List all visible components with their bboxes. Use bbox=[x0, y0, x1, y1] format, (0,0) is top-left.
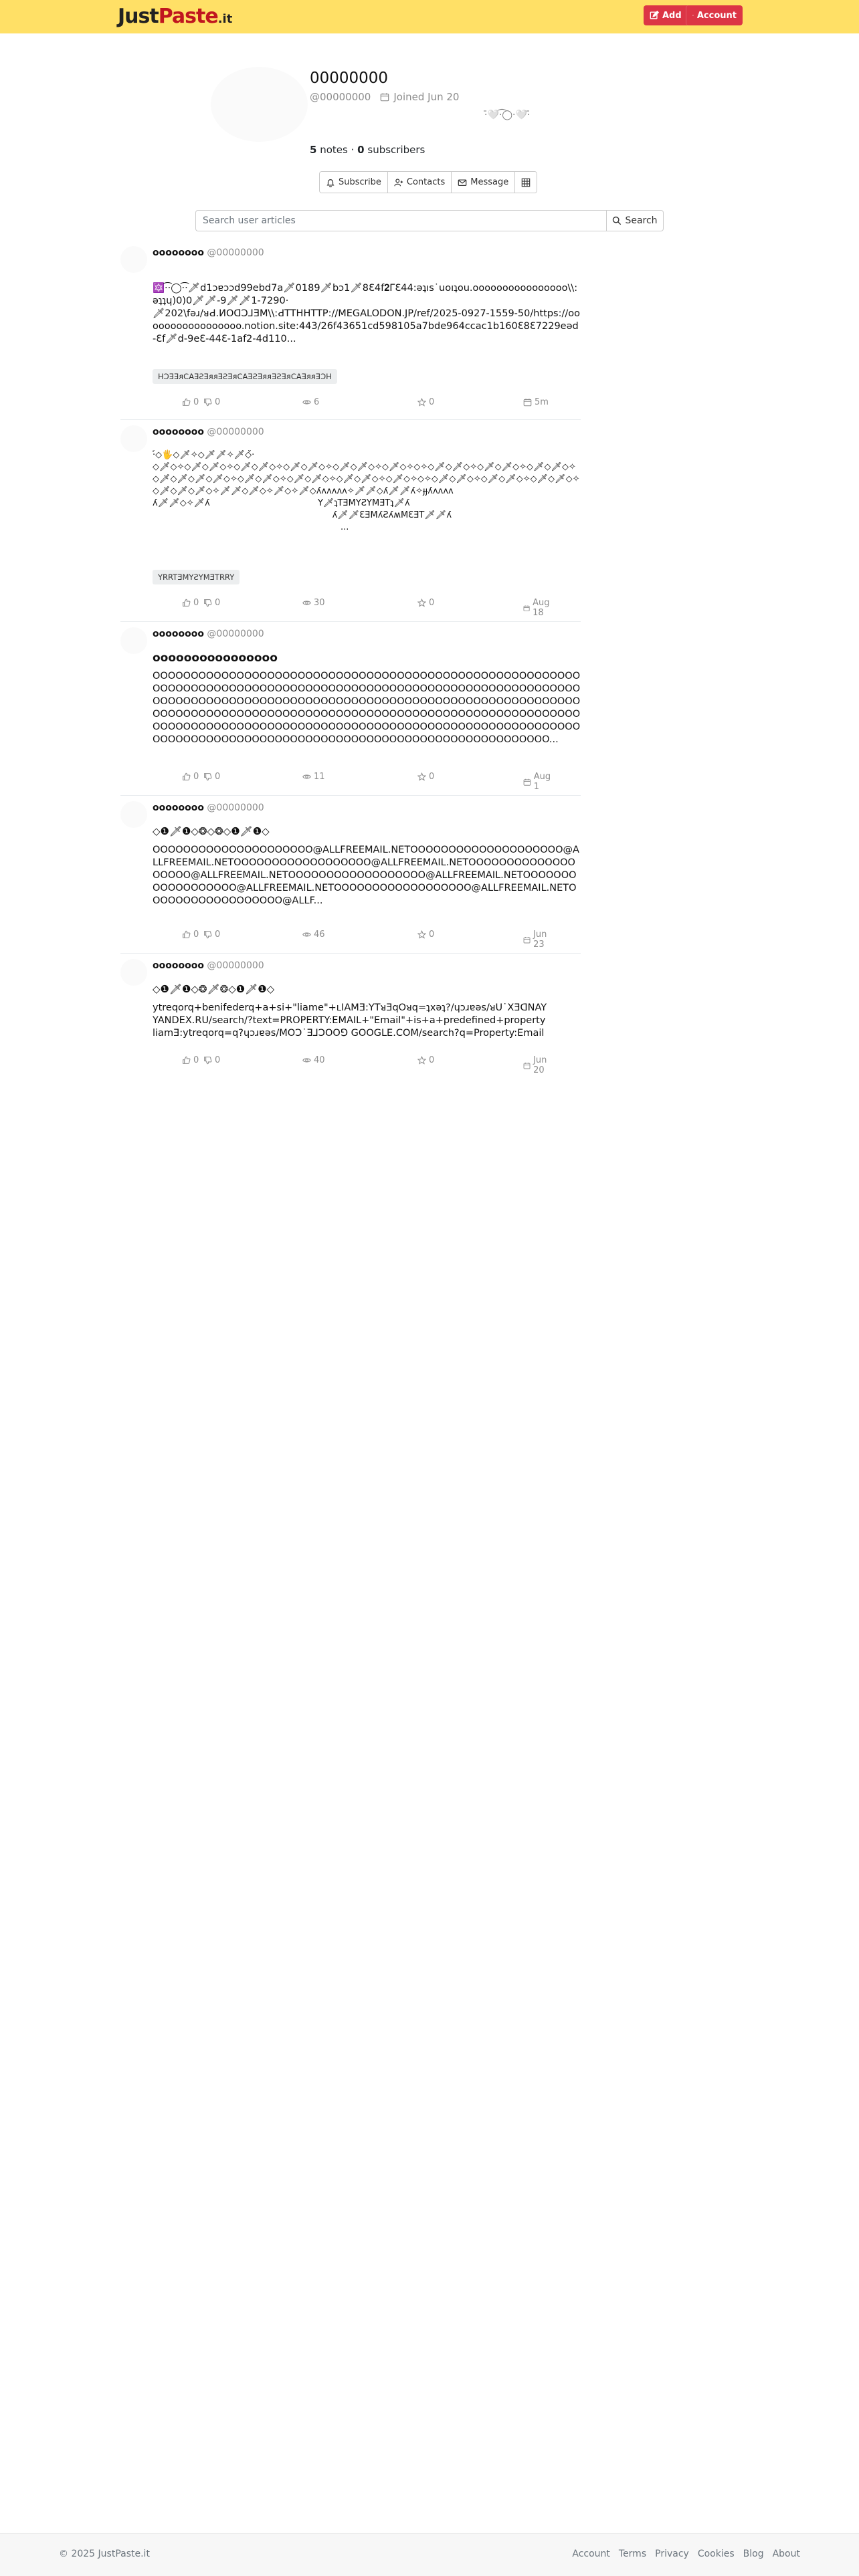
contacts-button[interactable] bbox=[388, 172, 452, 193]
stars-count: 0 bbox=[429, 1055, 435, 1065]
thumbs-up-icon bbox=[182, 599, 191, 607]
dislikes-count: 0 bbox=[215, 598, 221, 608]
search-input[interactable] bbox=[195, 210, 606, 231]
profile-joined: Joined Jun 20 bbox=[393, 91, 460, 103]
note-excerpt[interactable]: OOOOOOOOOOOOOOOOOOOOO@ALLFREEMAIL.NETOOOOOOOOOOOOOOOOOOOO@ALLFREEMAIL.NETOOOOOOOOOOOOOOOOOO@ALLFREEMAIL.NETOOOOOOOOOOOOOOOOOOO@ALLFREEMAIL.NETOOOOOOOOOOOOOOOOOO@ALLFREEMAIL.NETOOOOOOOOOOOOOOOOOO@ALLFREEMAIL.NETOOOOOOOOOOOOOOOOOO@ALLFREEMAIL.NETOOOOOOOOOOOOOOOOOO@ALLF... bbox=[153, 845, 579, 906]
thumbs-down-icon bbox=[203, 599, 212, 607]
views-count: 11 bbox=[314, 772, 325, 782]
note-date bbox=[523, 1055, 557, 1075]
logo-text-just: Just bbox=[118, 5, 159, 28]
calendar-icon bbox=[523, 778, 531, 786]
article-search bbox=[195, 210, 664, 231]
logo-text-paste: Paste bbox=[158, 5, 218, 28]
likes-count: 0 bbox=[193, 598, 199, 608]
note-header bbox=[153, 427, 264, 437]
profile-actions bbox=[319, 171, 537, 193]
eye-icon bbox=[302, 772, 311, 781]
subscribers-count: 0 bbox=[357, 144, 365, 156]
edit-icon bbox=[650, 11, 659, 20]
note-author[interactable]: oooooooo bbox=[153, 427, 204, 437]
calendar-icon bbox=[523, 398, 532, 407]
dislike-button[interactable] bbox=[203, 772, 220, 782]
note-stats bbox=[182, 397, 557, 411]
note-card[interactable] bbox=[120, 954, 581, 1082]
contacts-label: Contacts bbox=[406, 177, 446, 187]
note-stats bbox=[182, 930, 557, 950]
star-button[interactable] bbox=[417, 598, 434, 608]
note-excerpt[interactable]: ·̌◇🖐◇🗡✧◇🗡🗡✧🗡◇̌· ◇🗡◇✧◇🗡◇🗡◇✧◇🗡◇🗡◇✧◇🗡◇🗡◇✧◇🗡◇🗡◇✧◇🗡◇✧◇✧◇🗡◇🗡◇✧◇🗡◇🗡◇✧◇🗡◇🗡◇✧◇🗡◇🗡◇🗡◇🗡◇✧◇🗡◇🗡◇✧◇🗡◇🗡◇✧◇🗡◇🗡◇✧◇🗡◇✧◇✧◇🗡◇🗡◇✧◇🗡◇🗡◇✧◇🗡◇🗡◇✧◇🗡◇🗡◇🗡◇✧🗡🗡◇🗡◇✧🗡◇✧🗡◇ʎʌʌʌʌʌ✧🗡🗡◇ʎ🗡🗡ʎ✧ɟɟʎʌʌʌʌ ʎ🗡🗡◇✧🗡ʎ Y🗡ʇTƎMYƧYMƎTʇ🗡ʎ ʎ🗡🗡ƐƎMʎƧʎʍMƐƎT🗡🗡ʎ ... bbox=[153, 450, 580, 532]
thumbs-down-icon bbox=[203, 1056, 212, 1065]
thumbs-down-icon bbox=[203, 930, 212, 939]
stars-count: 0 bbox=[429, 397, 435, 407]
author-avatar bbox=[120, 425, 147, 452]
note-header bbox=[153, 247, 264, 258]
date-text: Jun 20 bbox=[533, 1055, 547, 1075]
envelope-icon bbox=[458, 178, 467, 187]
date-text: Aug 18 bbox=[533, 598, 550, 618]
note-header bbox=[153, 629, 264, 639]
stars-count: 0 bbox=[429, 598, 435, 608]
add-button[interactable] bbox=[644, 5, 690, 25]
like-button[interactable] bbox=[182, 1055, 199, 1065]
views-stat bbox=[302, 930, 325, 940]
notes-count: 5 bbox=[310, 144, 317, 156]
search-button-label: Search bbox=[625, 215, 658, 226]
calendar-icon bbox=[523, 936, 531, 944]
author-avatar bbox=[120, 801, 147, 828]
search-button[interactable] bbox=[606, 210, 664, 231]
logo-text-it: .it bbox=[217, 12, 233, 26]
views-stat bbox=[302, 1055, 325, 1065]
profile-stats bbox=[310, 144, 425, 156]
subscribe-button[interactable] bbox=[320, 172, 388, 193]
dislike-button[interactable] bbox=[203, 1055, 220, 1065]
note-stats bbox=[182, 598, 557, 618]
person-add-icon bbox=[394, 178, 403, 187]
views-count: 6 bbox=[314, 397, 320, 407]
note-excerpt[interactable]: OOOOOOOOOOOOOOOOOOOOOOOOOOOOOOOOOOOOOOOOOOOOOOOOOOOOOOOOOOOOOOOOOOOOOOOOOOOOOOOOOOOOOOOOOOOOOOOOOOOOOOOOOOOOOOOOOOOOOOOOOOOOOOOOOOOOOOOOOOOOOOOOOOOOOOOOOOOOOOOOOOOOOOOOOOOOOOOOOOOOOOOOOOOOOOOOOOOOOOOOOOOOOOOOOOOOOOOOOOOOOOOOOOOOOOOOOOOOOOOOOOOOOOOOOOOOOOOOOOOOOOOOOOOOOOOOOOOOOOOOOOOOOOOOOOOOOOOOOOOOOOOOOOOOOOOOOOOOOOOOOOOOOOOOOOOO... bbox=[153, 671, 581, 745]
star-button[interactable] bbox=[417, 397, 434, 407]
page-footer bbox=[0, 2533, 859, 2576]
add-button-label: Add bbox=[662, 10, 682, 21]
note-card[interactable] bbox=[120, 796, 581, 954]
footer-link-account[interactable]: Account bbox=[572, 2549, 610, 2559]
note-handle: @00000000 bbox=[207, 802, 264, 813]
account-button-label: Account bbox=[696, 10, 737, 21]
star-button[interactable] bbox=[417, 930, 434, 940]
top-navbar bbox=[0, 0, 859, 33]
calendar-icon bbox=[523, 1061, 531, 1070]
thumbs-down-icon bbox=[203, 398, 212, 407]
eye-icon bbox=[302, 930, 311, 939]
profile-name: 00000000 bbox=[310, 70, 389, 87]
thumbs-down-icon bbox=[203, 772, 212, 781]
note-author[interactable]: oooooooo bbox=[153, 802, 204, 813]
dislikes-count: 0 bbox=[215, 397, 221, 407]
views-stat bbox=[302, 397, 319, 407]
footer-link-about[interactable]: About bbox=[772, 2549, 800, 2559]
thumbs-up-icon bbox=[182, 398, 191, 407]
likes-count: 0 bbox=[193, 772, 199, 782]
note-title[interactable]: ◇❶🗡❶◇❂◇❂◇❶🗡❶◇ bbox=[153, 825, 270, 837]
grid-view-button[interactable] bbox=[515, 172, 537, 193]
note-excerpt[interactable]: ytreqorq+benifederq+a+si+"liame"+ʟIAMƎ:YTᴚƎqOᴚq=ʇxǝʇ?/ɥɔɹɐǝs/ᴚU˙XƎᗡNAY YANDEX.RU/search/?text=PROPERTY:EMAIL+"Email"+is+a+predefined+property liamƎ:ytreqorq=q?ɥɔɹɐǝs/MOƆ˙Ǝ⅃ƆOO⅁ GOOGLE.COM/search?q=Property:Email bbox=[153, 1002, 547, 1039]
account-button[interactable] bbox=[686, 5, 743, 25]
author-avatar bbox=[120, 246, 147, 273]
subscribers-label: subscribers bbox=[367, 144, 425, 156]
star-icon bbox=[417, 1056, 426, 1065]
calendar-icon bbox=[523, 604, 530, 613]
author-avatar bbox=[120, 959, 147, 986]
dislikes-count: 0 bbox=[215, 930, 221, 940]
note-stats bbox=[182, 1055, 557, 1075]
dislike-button[interactable] bbox=[203, 598, 220, 608]
footer-link-blog[interactable]: Blog bbox=[743, 2549, 764, 2559]
views-stat bbox=[302, 772, 325, 782]
likes-count: 0 bbox=[193, 930, 199, 940]
note-tag[interactable]: HƆƎƎᴙϹAƎƧƎᴙᴙƎƧƎᴙϹAƎƧƎᴙᴙƎƧƎᴙϹAƎᴙᴙƎƆH bbox=[153, 369, 337, 384]
star-button[interactable] bbox=[417, 1055, 434, 1065]
star-button[interactable] bbox=[417, 772, 434, 782]
footer-link-privacy[interactable]: Privacy bbox=[655, 2549, 689, 2559]
eye-icon bbox=[302, 1056, 311, 1065]
note-header bbox=[153, 802, 264, 813]
footer-links bbox=[572, 2549, 800, 2559]
note-date bbox=[523, 397, 549, 407]
like-button[interactable] bbox=[182, 598, 199, 608]
like-button[interactable] bbox=[182, 397, 199, 407]
views-count: 40 bbox=[314, 1055, 325, 1065]
like-button[interactable] bbox=[182, 772, 199, 782]
date-text: Jun 23 bbox=[533, 930, 547, 950]
views-count: 46 bbox=[314, 930, 325, 940]
note-date bbox=[523, 772, 557, 792]
note-author[interactable]: oooooooo bbox=[153, 960, 204, 971]
star-icon bbox=[417, 398, 426, 407]
eye-icon bbox=[302, 599, 311, 607]
profile-handle: @00000000 bbox=[310, 91, 371, 103]
stars-count: 0 bbox=[429, 930, 435, 940]
note-handle: @00000000 bbox=[207, 629, 264, 639]
star-icon bbox=[417, 930, 426, 939]
star-icon bbox=[417, 599, 426, 607]
note-title[interactable]: ◇❶🗡❶◇❂🗡❂◇❶🗡❶◇ bbox=[153, 983, 275, 995]
profile-bio: ·̄🤍·͡◯·🤍·̄ bbox=[484, 110, 531, 120]
footer-link-terms[interactable]: Terms bbox=[618, 2549, 647, 2559]
user-circle-icon bbox=[692, 11, 694, 20]
grid-icon bbox=[521, 178, 531, 187]
site-logo[interactable] bbox=[118, 5, 232, 31]
note-card[interactable] bbox=[120, 420, 581, 622]
note-excerpt[interactable]: 🔯·͡·◯·͡·🗡d1ɔɐɔɔd99ebd7a🗡0189🗡bɔ1🗡8Ɛ4f𝟐ΓƐ44:ǝʇıs˙uoıʇou.oooooooooooooooo\\:ǝʇʇɥ)0)0🗡🗡-9🗡🗡1-7290· 🗡202\fəɹ/ᴚԀ.ИOᗡƆ⅃ƎM\\:ԀTTHHTTP://MEGALODON.JP/ref/2025-0927-1559-50/https://ooooooooooooooooo.notion.site:443/26f43651cd598105a7bde964ccac1b160Ɛ8Ɛ7229eəd-Ɛf🗡d-9eƐ-44Ɛ-1af2-4d110... bbox=[153, 283, 580, 344]
note-card[interactable] bbox=[120, 622, 581, 796]
stars-count: 0 bbox=[429, 772, 435, 782]
note-handle: @00000000 bbox=[207, 427, 264, 437]
likes-count: 0 bbox=[193, 1055, 199, 1065]
thumbs-up-icon bbox=[182, 930, 191, 939]
dislike-button[interactable] bbox=[203, 397, 220, 407]
star-icon bbox=[417, 772, 426, 781]
dislikes-count: 0 bbox=[215, 1055, 221, 1065]
thumbs-up-icon bbox=[182, 1056, 191, 1065]
profile-avatar bbox=[211, 67, 308, 142]
note-tag[interactable]: YRRTƎMYƧYMƎTRRY bbox=[153, 570, 240, 584]
note-handle: @00000000 bbox=[207, 960, 264, 971]
note-header bbox=[153, 960, 264, 971]
date-text: 5m bbox=[535, 397, 549, 407]
message-button[interactable] bbox=[452, 172, 515, 193]
footer-link-cookies[interactable]: Cookies bbox=[697, 2549, 735, 2559]
views-count: 30 bbox=[314, 598, 325, 608]
note-card[interactable] bbox=[120, 241, 581, 420]
copyright: © 2025 JustPaste.it bbox=[59, 2549, 150, 2559]
notes-label: notes · bbox=[320, 144, 355, 156]
bell-icon bbox=[326, 178, 335, 187]
profile-meta bbox=[310, 91, 459, 103]
note-author[interactable]: oooooooo bbox=[153, 629, 204, 639]
author-avatar bbox=[120, 627, 147, 654]
thumbs-up-icon bbox=[182, 772, 191, 781]
dislikes-count: 0 bbox=[215, 772, 221, 782]
eye-icon bbox=[302, 398, 311, 407]
note-author[interactable]: oooooooo bbox=[153, 247, 204, 258]
likes-count: 0 bbox=[193, 397, 199, 407]
note-title[interactable]: oooooooooooooooo bbox=[153, 651, 278, 665]
note-date bbox=[523, 930, 557, 950]
note-stats bbox=[182, 772, 557, 792]
views-stat bbox=[302, 598, 325, 608]
message-label: Message bbox=[470, 177, 509, 187]
search-icon bbox=[612, 216, 622, 225]
calendar-icon bbox=[380, 92, 389, 102]
like-button[interactable] bbox=[182, 930, 199, 940]
date-text: Aug 1 bbox=[533, 772, 551, 792]
subscribe-label: Subscribe bbox=[339, 177, 381, 187]
note-handle: @00000000 bbox=[207, 247, 264, 258]
dislike-button[interactable] bbox=[203, 930, 220, 940]
note-date bbox=[523, 598, 557, 618]
